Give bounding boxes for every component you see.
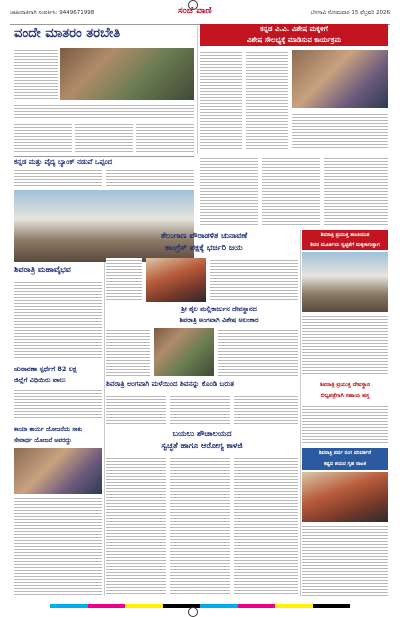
article-text <box>14 388 102 420</box>
column-divider <box>300 230 301 596</box>
article-photo <box>154 328 214 376</box>
headline-temple-help <box>302 380 388 402</box>
article-text <box>106 258 142 302</box>
headline-vande-mataram: ವಂದೇ ಮಾತರಂ ತರಬೇತಿ <box>14 26 121 41</box>
article-text <box>170 456 230 596</box>
article-text <box>106 168 194 188</box>
headline-line: ವಿಶೇಷ ಸೌಲಭ್ಯಕ್ಕೆ ಮಾಡಿಸುವ ಕಾರ್ಯಕ್ರಮ <box>246 36 342 44</box>
article-text <box>200 50 242 150</box>
headline-line: ಶಿವರಾತ್ರಿ ಪ್ರಯುಕ್ತ ದೇವಸ್ಥಾನ <box>319 382 371 388</box>
article-text <box>14 168 102 188</box>
article-text <box>262 156 320 226</box>
article-text <box>14 122 72 152</box>
headline-kannada-university <box>200 24 388 46</box>
headline-srisaila-temple <box>144 304 294 326</box>
column-divider <box>104 262 105 596</box>
article-text <box>210 258 298 302</box>
article-photo <box>60 48 194 100</box>
article-photo <box>14 448 102 494</box>
article-text <box>170 394 230 424</box>
article-text <box>302 404 388 444</box>
headline-line: ಕಾಯಾ ಕಾರ್ಯ ಯೋಜನೆಯ ಸಾಕು <box>14 426 83 433</box>
article-text <box>302 524 388 596</box>
article-text <box>136 122 194 152</box>
headline-line: ಶಿವರಾತ್ರಿ ಪರ್ವ ರಂಗ ಪರಿವರ್ತನೆ <box>318 450 372 456</box>
headline-line: ಸ್ವಚ್ಛತೆ ಹಾಗೂ ಆರೋಗ್ಯ ಕಾಳಜಿ <box>161 441 243 450</box>
headline-election-lakh <box>14 364 102 386</box>
headline-service-scheme <box>14 424 102 446</box>
headline-line: ಕಾಂಗ್ರೆಸ್ ಪಕ್ಷಕ್ಕೆ ಭರ್ಜರಿ ಜಯ <box>165 243 243 252</box>
headline-line: ತೆಲಂಗಾಣ ಪೌರಾಡಳಿತ ಚುನಾವಣೆ <box>160 231 248 240</box>
headline-toilet-health <box>106 428 298 452</box>
headline-line: ಕನ್ನಡ ವಿ.ವಿ. ವಿಶೇಷ ಮಕ್ಕಳಿಗೆ <box>260 25 328 33</box>
article-text <box>324 156 388 226</box>
headline-line: ಶಿವರಾತ್ರಿ ಅಂಗವಾಗಿ ವಿಶೇಷ ಅಲಂಕಾರ <box>179 316 259 324</box>
newspaper-logo: ಸಂಜೆ ವಾಣಿ <box>178 6 212 16</box>
article-text <box>14 48 58 100</box>
headline-line: ಜಿಲ್ಲೆಗೆ ವಿಧಿಯಿರು ಪಾಲು <box>14 376 66 384</box>
article-text <box>14 103 194 119</box>
masthead <box>10 4 390 25</box>
headline-shivaratri-cleaning <box>302 230 388 250</box>
issue-date: ಬೆಳಗಾವಿ ಸೋಮವಾರ 15 ಫೆಬ್ರವರಿ 2026 <box>310 10 390 16</box>
headline-line: ಬಯಲು ಶೌಚಾಲಯದ <box>172 429 232 438</box>
headline-shivaratri: ಶಿವರಾತ್ರಿ ಮಹಾವೈಭವ <box>14 265 71 274</box>
headline-line: ಶಿವನ ಮೂರ್ತಿಯ ಸ್ವಚ್ಛತೆಗೆ ಮಕ್ಕಳಾಗುತ್ತಾಗ <box>310 242 380 248</box>
article-text <box>218 328 298 376</box>
ad-phone: ಜಾಹೀರಾತಿಗಾಗಿ ಸಂಪರ್ಕಿಸಿ: 9449671998 <box>10 10 95 16</box>
headline-line: ಚುನಾವಣಾ ಸ್ಪರ್ಧೆಗೆ 82 ಲಕ್ಷ <box>14 365 77 373</box>
headline-shivaratri-rain: ಶಿವರಾತ್ರಿ ಅಂಗವಾಗಿ ಮಳೆಯಿಂದ ಶಿವನನ್ನು ಕೊಂಡಿ ಬರುತ <box>106 380 234 388</box>
article-text <box>75 122 133 152</box>
article-text <box>234 394 298 424</box>
article-photo <box>292 50 388 108</box>
article-text <box>106 456 166 596</box>
article-photo <box>146 258 206 302</box>
article-text <box>14 496 102 596</box>
article-text <box>106 394 166 424</box>
headline-line: ಬಿಲ್ವಪತ್ರೆಗಾಗಿ ಸಹಾಯ ಹಸ್ತ <box>320 393 370 399</box>
article-text <box>14 280 102 360</box>
headline-bank-agreement: ಕನ್ನಡ ಮತ್ತು ವೈದ್ಯ ಬ್ಯಾಂಕ್ ನಡುವೆ ಒಪ್ಪಂದ <box>14 156 194 168</box>
column-divider <box>197 26 198 154</box>
headline-line: ಸೇವಾರ್ಥ ಯೋಜನೆ ಅವರದ್ದು <box>14 437 72 444</box>
registration-mark-icon <box>188 0 198 10</box>
headline-telangana-election <box>104 230 304 254</box>
article-photo <box>302 252 388 312</box>
headline-shivaratri-drama <box>302 448 388 470</box>
headline-line: ಕಷ್ಟದ ಶಯನ ಗೃಹ ನಾಟಕ <box>323 461 367 467</box>
headline-line: ಶ್ರೀ ಶೈಲ ಮಲ್ಲಿಕಾರ್ಜುನ ದೇವಸ್ಥಾನದ <box>181 305 257 313</box>
article-text <box>200 156 258 226</box>
registration-mark-icon <box>188 607 198 617</box>
headline-line: ಶಿವರಾತ್ರಿ ಪ್ರಯುಕ್ತ ಶಾಂತಿಯುತ <box>320 232 370 238</box>
article-text <box>234 456 298 596</box>
article-text <box>246 50 288 150</box>
article-text <box>106 328 150 376</box>
color-calibration-bar <box>50 604 350 608</box>
article-text <box>302 314 388 376</box>
article-text <box>292 112 388 150</box>
article-photo <box>302 472 388 522</box>
